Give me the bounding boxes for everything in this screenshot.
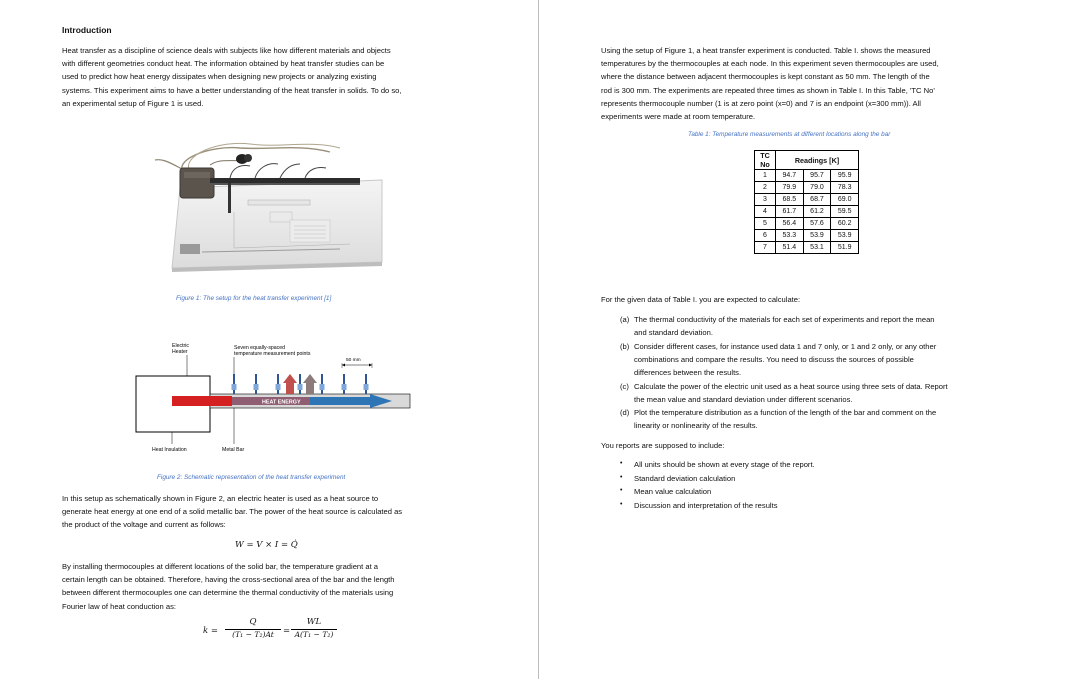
table-row (755, 230, 859, 242)
task-label: (d) (620, 408, 630, 417)
reading-cell: 51.4 (776, 242, 804, 254)
equation-numerator-2: WL (306, 617, 322, 627)
reading-cell: 79.9 (776, 182, 804, 194)
report-intro: You reports are supposed to include: (601, 441, 725, 450)
reading-cell: 68.5 (776, 194, 804, 206)
text-line: temperatures by the thermocouples at each node. In this experiment seven thermocouples are used, (601, 59, 939, 69)
readings-table (754, 150, 859, 254)
reading-cell: 53.9 (831, 230, 859, 242)
figure2-caption: Figure 2: Schematic representation of the heat transfer experiment (157, 474, 346, 481)
text-line: The thermal conductivity of the materials for each set of experiments and report the mean (634, 315, 935, 324)
table-row (755, 218, 859, 230)
electric-heater-label-2: Heater (172, 349, 188, 355)
text-line: rod is 300 mm. The experiments are repeated three times as shown in Table I. In this Table, 'TC No' (601, 85, 935, 95)
task-label: (c) (620, 382, 629, 391)
reading-cell: 56.4 (776, 218, 804, 230)
reading-cell: 53.3 (776, 230, 804, 242)
tc-number-cell: 6 (755, 230, 776, 242)
table-caption: Table 1: Temperature measurements at different locations along the bar (688, 131, 891, 138)
reading-cell: 57.6 (803, 218, 831, 230)
reading-cell: 61.7 (776, 206, 804, 218)
section-heading: Introduction (62, 25, 112, 35)
text-line: In this setup as schematically shown in Figure 2, an electric heater is used as a heat source to (62, 494, 379, 503)
readings-header: Readings [K] (776, 151, 859, 170)
equation-denominator-2: A(T₁ − T₂) (294, 630, 334, 639)
fourier-paragraph (62, 560, 502, 613)
text-line: combinations and compare the results. You need to discuss the sources of possible (634, 355, 914, 365)
table-row (755, 194, 859, 206)
table-row (755, 170, 859, 182)
task-text (634, 380, 1014, 406)
table-row (755, 182, 859, 194)
tc-number-cell: 5 (755, 218, 776, 230)
seven-points-label-1: Seven equally-spaced (234, 345, 286, 351)
thermocouple-tip-3 (276, 384, 281, 390)
task-label: (b) (620, 342, 630, 351)
table-body (755, 170, 859, 254)
text-line: with different geometries conduct heat. The information obtained by heat transfer studies can be (62, 59, 385, 69)
seven-points-label-2: temperature measurement points (234, 351, 311, 357)
text-line: Consider different cases, for instance used data 1 and 7 only, or 1 and 2 only, or any other (634, 342, 937, 351)
electric-heater-label-1: Electric (172, 343, 190, 349)
bullet-dot-icon: • (620, 473, 623, 481)
equation-lhs: k = (203, 626, 218, 636)
task-text (634, 313, 1014, 339)
reading-cell: 68.7 (803, 194, 831, 206)
reading-cell: 59.5 (831, 206, 859, 218)
text-line: systems. This experiment aims to have a better understanding of the heat transfer in solids. To do so, (62, 85, 402, 95)
heat-energy-label: HEAT ENERGY (262, 399, 301, 406)
reading-cell: 69.0 (831, 194, 859, 206)
text-line: Heat transfer as a discipline of science deals with subjects like how different materials and objects (62, 46, 391, 55)
text-line: By installing thermocouples at different locations of the solid bar, the temperature gradient at a (62, 562, 379, 571)
text-line: an experimental setup of Figure 1 is used. (62, 98, 204, 108)
equation-denominator-1: (T₁ − T₂)At (232, 630, 274, 639)
reading-cell: 51.9 (831, 242, 859, 254)
reading-cell: 60.2 (831, 218, 859, 230)
thermocouple-tip-6 (342, 384, 347, 390)
task-label: (a) (620, 315, 630, 324)
text-line: generate heat energy at one end of a solid metallic bar. The power of the heat source is calculated as (62, 507, 403, 517)
heat-insulation-label: Heat Insulation (152, 447, 187, 453)
bullet-dot-icon: • (620, 500, 623, 508)
text-line: represents thermocouple number (1 is at zero point (x=0) and 7 is an endpoint (x=300 mm)). All (601, 98, 921, 108)
text-line: where the distance between adjacent thermocouples is kept constant as 50 mm. The length of the (601, 72, 930, 82)
reading-cell: 61.2 (803, 206, 831, 218)
bullet-text: All units should be shown at every stage of the report. (634, 460, 815, 469)
reading-cell: 53.9 (803, 230, 831, 242)
reading-cell: 53.1 (803, 242, 831, 254)
apparatus-photo (150, 140, 385, 272)
equation-equals: = (283, 626, 291, 636)
text-line: experiments were made at room temperature. (601, 112, 756, 122)
text-line: Plot the temperature distribution as a function of the length of the bar and comment on the (634, 408, 937, 417)
tc-number-cell: 7 (755, 242, 776, 254)
fourier-equation (203, 617, 343, 647)
thermocouple-tip-7 (364, 384, 369, 390)
spacing-label: 50 mm (346, 358, 361, 363)
text-line: the mean value and standard deviation under different scenarios. (634, 395, 853, 405)
task-text (634, 406, 1014, 432)
thermocouple-tip-1 (232, 384, 237, 390)
thermocouple-group (232, 374, 369, 394)
tc-number-cell: 2 (755, 182, 776, 194)
schematic-diagram (130, 338, 420, 458)
text-line: Using the setup of Figure 1, a heat transfer experiment is conducted. Table I. shows the measured (601, 46, 931, 55)
bullet-text: Mean value calculation (634, 487, 712, 497)
text-line: and standard deviation. (634, 328, 713, 338)
intro-paragraph (62, 44, 502, 110)
reading-cell: 78.3 (831, 182, 859, 194)
reading-cell: 94.7 (776, 170, 804, 182)
tc-number-cell: 3 (755, 194, 776, 206)
text-line: used to predict how heat energy dissipates when designing new projects or analyzing existing (62, 72, 377, 82)
text-line: Calculate the power of the electric unit used as a heat source using three sets of data. Report (634, 382, 948, 391)
reading-cell: 79.0 (803, 182, 831, 194)
text-line: the product of the voltage and current as follows: (62, 520, 226, 530)
tc-no-header: TC No (755, 151, 776, 170)
tasks-intro: For the given data of Table I. you are expected to calculate: (601, 295, 801, 304)
thermocouple-tip-5 (320, 384, 325, 390)
setup-paragraph (62, 492, 502, 532)
reading-cell: 95.7 (803, 170, 831, 182)
metal-bar-label: Metal Bar (222, 447, 245, 453)
table-row (755, 242, 859, 254)
table-row (755, 206, 859, 218)
tc-number-cell: 4 (755, 206, 776, 218)
text-line: Fourier law of heat conduction as: (62, 601, 176, 611)
figure1-caption: Figure 1: The setup for the heat transfer experiment [1] (176, 295, 332, 302)
experiment-paragraph (601, 44, 1021, 123)
equation-numerator-1: Q (249, 617, 257, 627)
tc-number-cell: 1 (755, 170, 776, 182)
text-line: certain length can be obtained. Therefore, having the cross-sectional area of the bar and the length (62, 575, 395, 585)
bullet-dot-icon: • (620, 460, 623, 467)
text-line: differences between the results. (634, 368, 742, 378)
task-text (634, 340, 1014, 380)
reading-cell: 95.9 (831, 170, 859, 182)
bullet-text: Discussion and interpretation of the results (634, 500, 778, 510)
thermocouple-tip-4 (298, 384, 303, 390)
thermocouple-tip-2 (254, 384, 259, 390)
bullet-dot-icon: • (620, 487, 623, 495)
table-header-row (755, 151, 859, 170)
bullet-text: Standard deviation calculation (634, 473, 736, 483)
power-equation: W = V × I = Q̇ (235, 540, 298, 550)
text-line: between different thermocouples one can determine the thermal conductivity of the materials using (62, 588, 394, 598)
text-line: linearity or nonlinearity of the results. (634, 421, 758, 431)
